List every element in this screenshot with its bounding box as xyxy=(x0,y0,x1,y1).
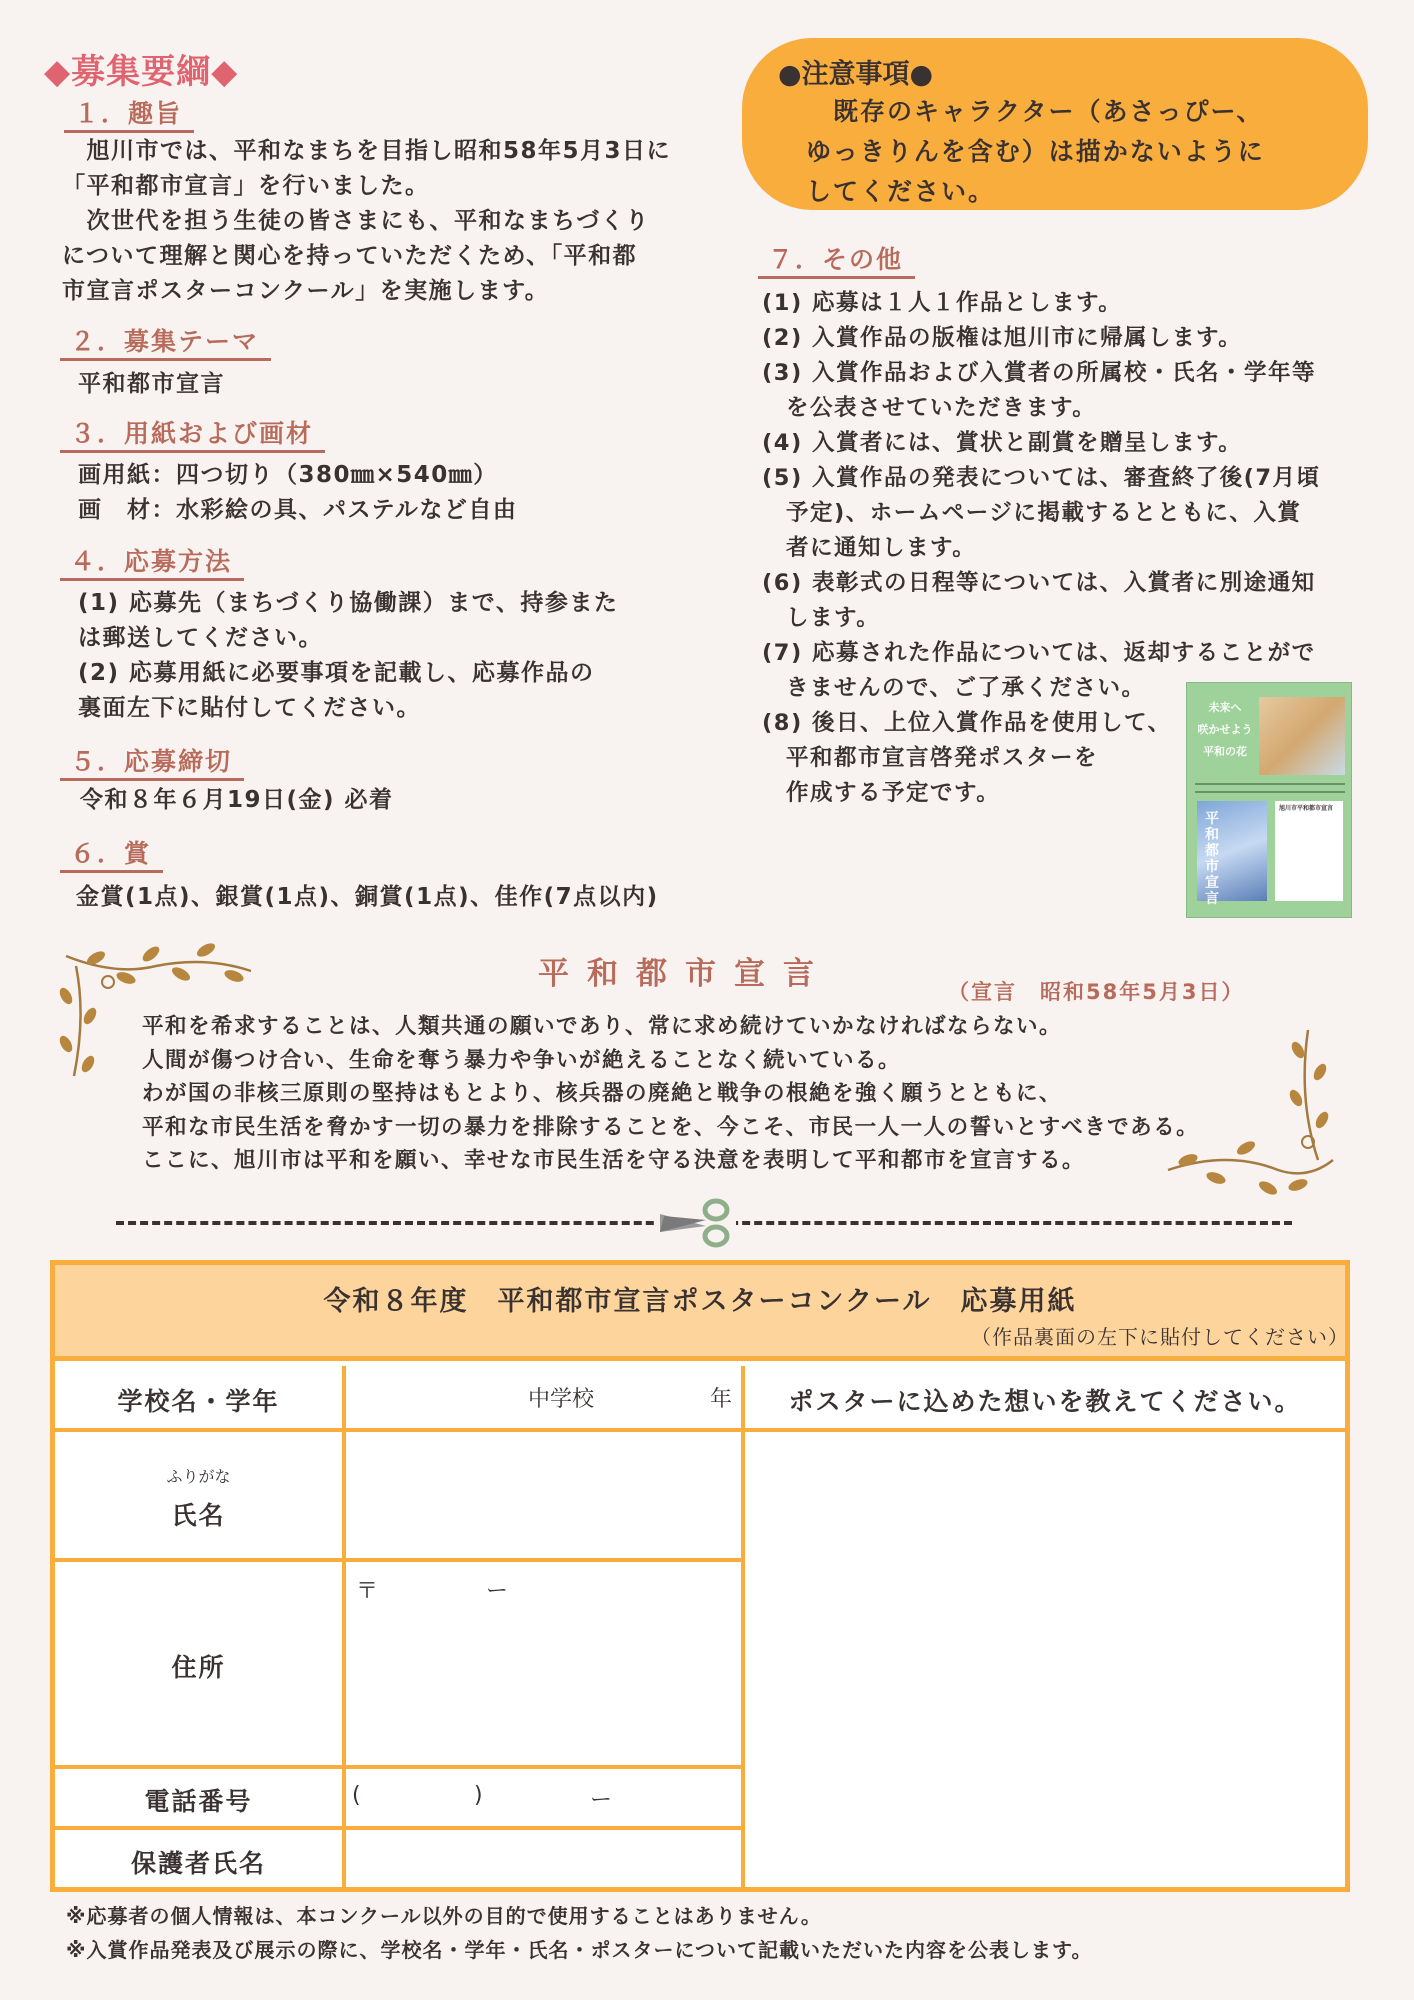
text-line: (8) 後日、上位入賞作品を使用して、 xyxy=(762,710,1172,736)
form-header xyxy=(55,1265,1349,1361)
section-2-heading xyxy=(60,326,271,361)
text-line: (3) 入賞作品および入賞者の所属校・氏名・学年等 xyxy=(762,360,1317,386)
text-line: きませんので、ご了承ください。 xyxy=(762,675,1146,701)
section-heading: ２．募集テーマ xyxy=(60,326,271,361)
text-line: 平和な市民生活を脅かす一切の暴力を排除することを、今こそ、市民一人一人の誓いとすべきである。 xyxy=(142,1114,1200,1140)
section-3-body xyxy=(78,458,517,528)
section-heading: １．趣旨 xyxy=(64,98,194,133)
name-field[interactable] xyxy=(346,1432,741,1558)
text-line: 市宣言ポスターコンクール」を実施します。 xyxy=(62,278,550,304)
text-line: 裏面左下に貼付してください。 xyxy=(78,695,421,721)
section-heading: ７．その他 xyxy=(758,244,915,279)
section-7-heading xyxy=(758,244,915,279)
text-line: (2) 入賞作品の版権は旭川市に帰属します。 xyxy=(762,325,1243,351)
scissors-icon xyxy=(654,1196,736,1250)
phone-dash: ー xyxy=(590,1788,613,1813)
text-line: 平和都市宣言啓発ポスターを xyxy=(762,745,1099,771)
thoughts-label: ポスターに込めた想いを教えてください。 xyxy=(788,1387,1302,1416)
text-line: 旭川市では、平和なまちを目指し昭和58年5月3日に xyxy=(62,138,672,164)
text-line: 人間が傷つけ合い、生命を奪う暴力や争いが絶えることなく続いている。 xyxy=(142,1047,902,1073)
section-1-body xyxy=(62,134,671,309)
poster-paper-title: 旭川市平和都市宣言 xyxy=(1279,805,1334,812)
text-line: (6) 表彰式の日程等については、入賞者に別途通知 xyxy=(762,570,1316,596)
phone-open-paren: ( xyxy=(352,1783,361,1808)
furigana-label: ふりがな xyxy=(166,1467,231,1486)
text-line: 次世代を担う生徒の皆さまにも、平和なまちづくり xyxy=(62,208,650,234)
phone-label: 電話番号 xyxy=(144,1787,253,1816)
text-line: について理解と関心を持っていただくため、「平和都 xyxy=(62,243,638,269)
poster-photo-top xyxy=(1259,697,1345,775)
section-6-heading xyxy=(60,838,163,873)
section-heading: ５．応募締切 xyxy=(60,746,244,781)
school-grade-label: 学校名・学年 xyxy=(117,1387,280,1416)
phone-field[interactable] xyxy=(346,1769,741,1826)
address-label: 住所 xyxy=(171,1653,226,1682)
text-line: ここに、旭川市は平和を願い、幸せな市民生活を守る決意を表明して平和都市を宣言する。 xyxy=(142,1148,1086,1173)
guardian-field[interactable] xyxy=(346,1830,741,1887)
section-heading: ４．応募方法 xyxy=(60,546,244,581)
text-line: 平和を希求することは、人類共通の願いであり、常に求め続けていかなければならない。 xyxy=(142,1014,1063,1039)
postal-dash: ー xyxy=(486,1579,509,1604)
text-line: は郵送してください。 xyxy=(78,625,323,651)
declaration-body xyxy=(142,1010,1199,1178)
text-line: (1) 応募は１人１作品とします。 xyxy=(762,290,1123,316)
text-line: 「平和都市宣言」を行いました。 xyxy=(62,173,430,199)
notice-heading: ●注意事項● xyxy=(778,59,934,90)
text-line: (5) 入賞作品の発表については、審査終了後(7月頃 xyxy=(762,465,1321,491)
phone-close-paren: ) xyxy=(474,1783,483,1808)
poster-vertical-title: 平和都市宣言 xyxy=(1205,811,1219,907)
poster-declaration-paper xyxy=(1275,801,1343,901)
text-line: 者に通知します。 xyxy=(762,535,977,561)
poster-text-lines xyxy=(1195,783,1345,793)
section-heading: ３．用紙および画材 xyxy=(60,418,325,453)
text-line: 金賞(1点)、銀賞(1点)、銅賞(1点)、佳作(7点以内) xyxy=(76,884,659,910)
section-5-body xyxy=(80,783,394,818)
text-line: わが国の非核三原則の堅持はもとより、核兵器の廃絶と戦争の根絶を強く願うとともに、 xyxy=(142,1081,1063,1106)
text-line: 平和都市宣言 xyxy=(78,371,225,397)
text-line: してください。 xyxy=(806,177,996,206)
declaration-title: 平和都市宣言 xyxy=(538,956,832,992)
school-grade-field[interactable] xyxy=(346,1366,741,1428)
section-3-heading xyxy=(60,418,325,453)
text-line: 既存のキャラクター（あさっぴー、 xyxy=(806,97,1264,126)
text-line: 画用紙：四つ切り（380㎜×540㎜） xyxy=(78,462,498,488)
text-line: を公表させていただきます。 xyxy=(762,395,1097,421)
notice-body xyxy=(806,92,1265,212)
footnote-publication: ※入賞作品発表及び展示の際に、学校名・学年・氏名・ポスターについて記載いただいた内容を公表します。 xyxy=(66,1938,1093,1962)
section-4-body xyxy=(78,586,618,726)
thoughts-field[interactable] xyxy=(745,1432,1345,1887)
footnote-privacy: ※応募者の個人情報は、本コンクール以外の目的で使用することはありません。 xyxy=(66,1904,822,1928)
form-subtitle: （作品裏面の左下に貼付してください） xyxy=(971,1325,1349,1349)
text-line: 予定)、ホームページに掲載するとともに、入賞 xyxy=(762,500,1302,526)
text-line: (1) 応募先（まちづくり協働課）まで、持参また xyxy=(78,590,619,616)
form-title: 令和８年度 平和都市宣言ポスターコンクール 応募用紙 xyxy=(323,1286,1077,1317)
grade-suffix: 年 xyxy=(710,1387,733,1412)
school-suffix: 中学校 xyxy=(528,1387,595,1412)
main-title: ◆募集要綱◆ xyxy=(44,52,239,92)
section-1-heading xyxy=(64,98,194,133)
poster-catchphrase: 未来へ 咲かせよう 平和の花 xyxy=(1197,701,1253,758)
text-line: (4) 入賞者には、賞状と副賞を贈呈します。 xyxy=(762,430,1243,456)
text-line: 画 材：水彩絵の具、パステルなど自由 xyxy=(78,497,518,523)
text-line: 作成する予定です。 xyxy=(762,780,1001,806)
section-2-body xyxy=(78,367,225,402)
section-heading: ６．賞 xyxy=(60,838,163,873)
declaration-date: （宣言 昭和58年5月3日） xyxy=(948,980,1245,1004)
poster-thumbnail-image xyxy=(1186,682,1352,918)
text-line: (7) 応募された作品については、返却することがで xyxy=(762,640,1316,666)
text-line: します。 xyxy=(762,605,881,631)
text-line: 令和８年６月19日(金) 必着 xyxy=(80,787,394,813)
section-4-heading xyxy=(60,546,244,581)
text-line: (2) 応募用紙に必要事項を記載し、応募作品の xyxy=(78,660,595,686)
section-5-heading xyxy=(60,746,244,781)
address-field[interactable] xyxy=(346,1562,741,1765)
postal-mark: 〒 xyxy=(356,1579,379,1604)
text-line: ゆっきりんを含む）は描かないように xyxy=(806,137,1265,166)
guardian-label: 保護者氏名 xyxy=(130,1849,266,1878)
section-6-body xyxy=(76,880,659,915)
name-label: 氏名 xyxy=(171,1501,226,1530)
